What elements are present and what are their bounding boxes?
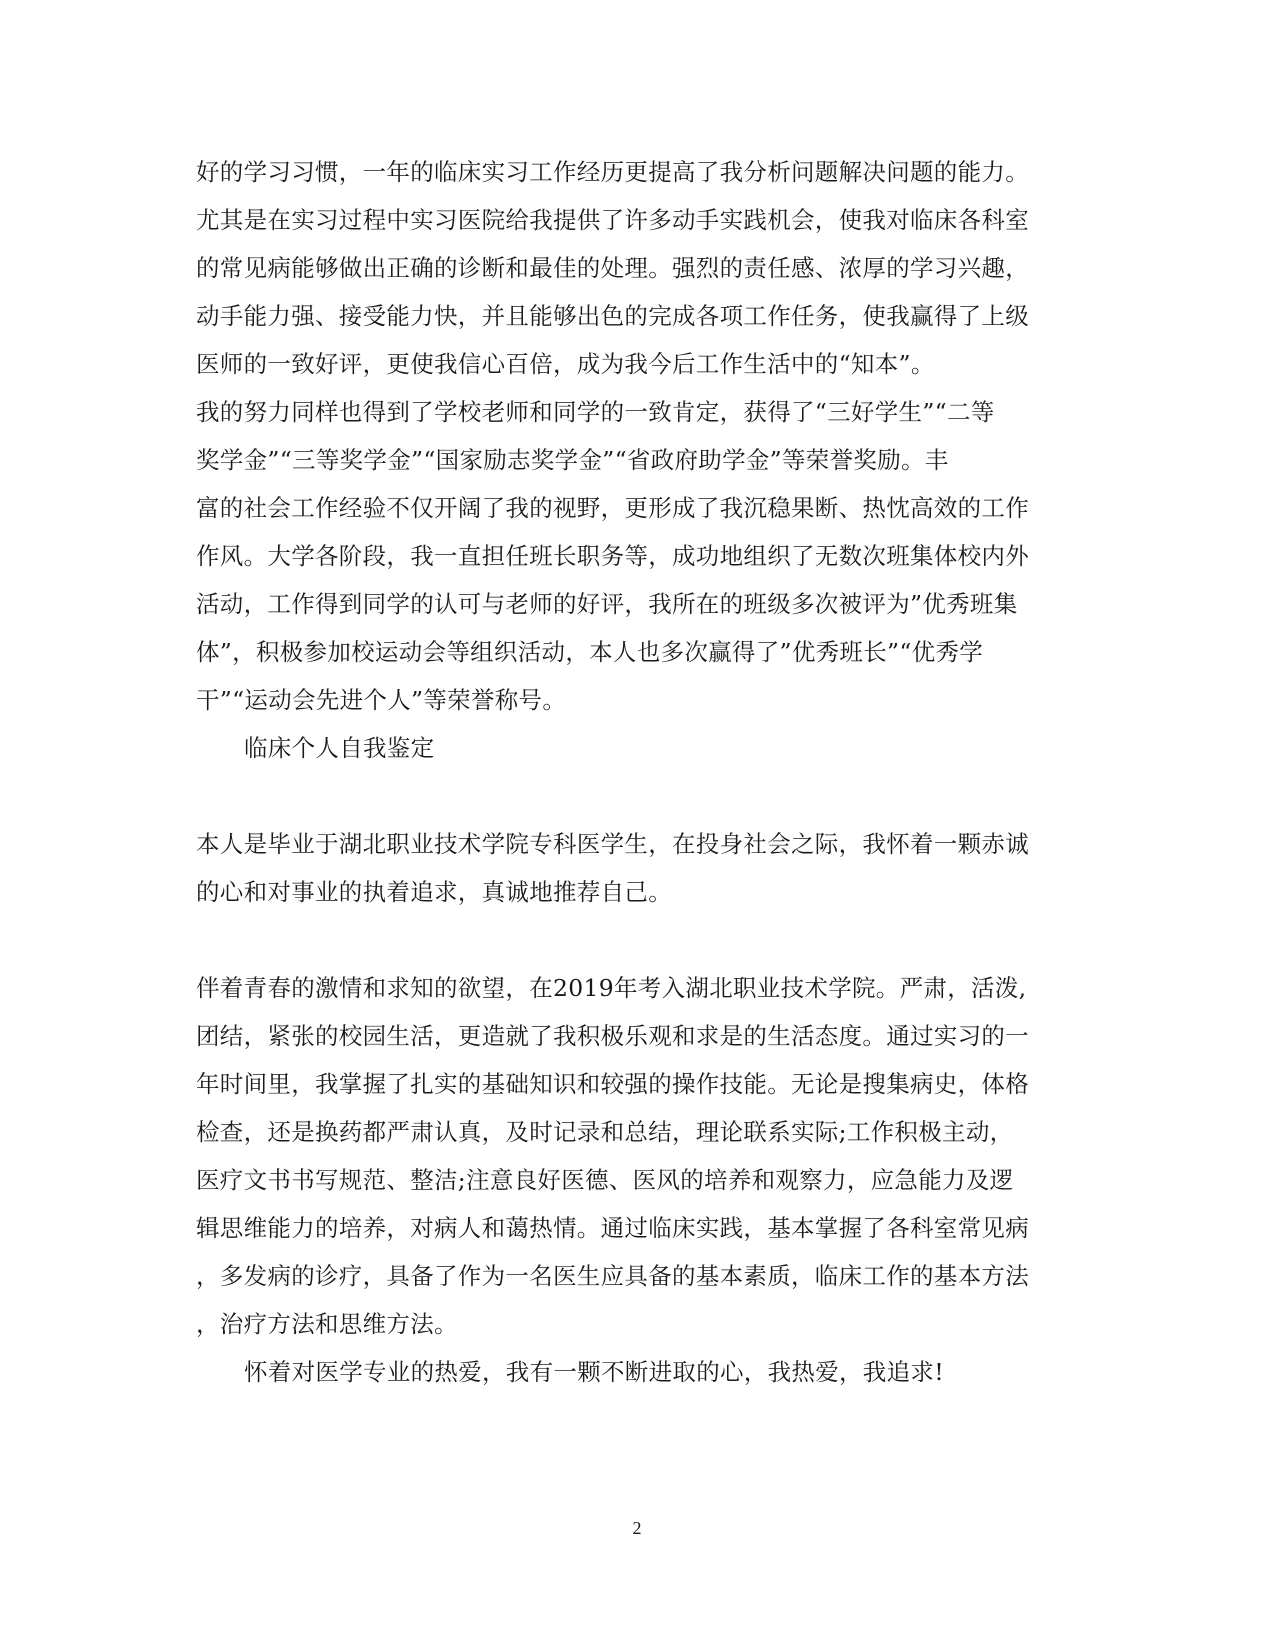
section-heading: 临床个人自我鉴定 (244, 734, 435, 762)
text-line: 检查，还是换药都严肃认真，及时记录和总结，理论联系实际;工作积极主动， (196, 1118, 1014, 1146)
text-line: 本人是毕业于湖北职业技术学院专科医学生，在投身社会之际，我怀着一颗赤诚 (196, 830, 1029, 858)
text-line: 活动，工作得到同学的认可与老师的好评，我所在的班级多次被评为”优秀班集 (196, 590, 1018, 618)
text-line: 体”，积极参加校运动会等组织活动，本人也多次赢得了”优秀班长”“优秀学 (196, 638, 984, 666)
text-line: 作风。大学各阶段，我一直担任班长职务等，成功地组织了无数次班集体校内外 (196, 542, 1029, 570)
text-line: 好的学习习惯，一年的临床实习工作经历更提高了我分析问题解决问题的能力。 (196, 158, 1029, 186)
text-line: 年时间里，我掌握了扎实的基础知识和较强的操作技能。无论是搜集病史，体格 (196, 1070, 1029, 1098)
text-line: ，多发病的诊疗，具备了作为一名医生应具备的基本素质，临床工作的基本方法 (196, 1262, 1029, 1290)
text-line: 的常见病能够做出正确的诊断和最佳的处理。强烈的责任感、浓厚的学习兴趣， (196, 254, 1029, 282)
text-line: 辑思维能力的培养，对病人和蔼热情。通过临床实践，基本掌握了各科室常见病 (196, 1214, 1029, 1242)
page-number: 2 (632, 1518, 642, 1538)
text-line: 医师的一致好评，更使我信心百倍，成为我今后工作生活中的“知本”。 (196, 350, 935, 378)
text-line: 富的社会工作经验不仅开阔了我的视野，更形成了我沉稳果断、热忱高效的工作 (196, 494, 1029, 522)
text-line: ，治疗方法和思维方法。 (196, 1310, 458, 1338)
text-line: 怀着对医学专业的热爱，我有一颗不断进取的心，我热爱，我追求! (244, 1358, 944, 1386)
text-line: 伴着青春的激情和求知的欲望，在2019年考入湖北职业技术学院。严肃，活泼, (196, 974, 1027, 1002)
text-line: 的心和对事业的执着追求，真诚地推荐自己。 (196, 878, 672, 906)
text-line: 团结，紧张的校园生活，更造就了我积极乐观和求是的生活态度。通过实习的一 (196, 1022, 1029, 1050)
text-line: 医疗文书书写规范、整洁;注意良好医德、医风的培养和观察力，应急能力及逻 (196, 1166, 1014, 1194)
text-line: 干”“运动会先进个人”等荣誉称号。 (196, 686, 567, 714)
text-line: 尤其是在实习过程中实习医院给我提供了许多动手实践机会，使我对临床各科室 (196, 206, 1029, 234)
text-line: 动手能力强、接受能力快，并且能够出色的完成各项工作任务，使我赢得了上级 (196, 302, 1029, 330)
text-line: 我的努力同样也得到了学校老师和同学的一致肯定，获得了“三好学生”“二等 (196, 398, 995, 426)
text-line: 奖学金”“三等奖学金”“国家励志奖学金”“省政府助学金”等荣誉奖励。丰 (196, 446, 949, 474)
